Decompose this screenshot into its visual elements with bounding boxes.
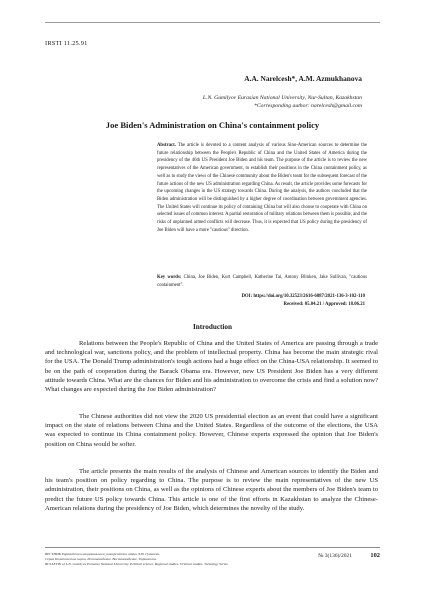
received-dates: Received: 05.04.21 / Approved: 18.06.21 <box>283 302 365 307</box>
journal-line: Серия Политические науки. Регионоведение. Востоковедение. Тюркология. <box>45 557 157 562</box>
top-rule <box>45 22 380 23</box>
journal-line: ВЕСТНИК Евразийского национального университета имени Л.Н. Гумилева. <box>45 552 160 556</box>
section-heading-introduction: Introduction <box>192 323 232 331</box>
paragraph: The Chinese authorities did not view the 2020 US presidential election as an event that could have a significant impact on the state of relations between China and the United States. Regardless of the outcome of the elections, the USA was expected to continue its China containment policy. However, Chinese experts expressed the opinion that Joe Biden's position on China would be softer. <box>45 413 378 448</box>
affiliation <box>203 94 362 110</box>
paragraph: The article presents the main results of the analysis of Chinese and American sources to identify the Biden and his team's position on policy regarding to China. The purpose is to review the main representatives of the new US administration, their positions on China, as well as the opinions of Chinese experts about the members of Joe Biden's team to predict the future US policy towards China. This article is one of the first efforts in Kazakhstan to analyze the Chinese-American relations during the presidency of Joe Biden, which determines the novelty of the study. <box>45 468 378 512</box>
keywords-text: China, Joe Biden, Kurt Campbell, Katherine Tai, Antony Blinken, Jake Sullivan, "cautious containment". <box>157 275 367 288</box>
footer-rule <box>45 547 380 548</box>
keywords-label: Key words: <box>157 275 182 280</box>
article-title: Joe Biden's Administration on China's containment policy <box>105 120 320 130</box>
page-number: 102 <box>370 552 380 559</box>
issue-number: № 3(136)/2021 <box>318 553 352 559</box>
keywords <box>157 274 367 289</box>
abstract-text: The article is devoted to a content analysis of various Sino-American sources to determine the future relationship between the People's Republic of China and the United States of America during the presidency of the 46th US President Joe Biden and his team. The purpose of the article is to review the new representatives of the American government, to establish their positions in the China containment policy, as well as to study the views of the Chinese community about the Biden's team for the subsequent forecast of the future actions of the new US administration regarding China. As result, the article provides some forecasts for the upcoming changes in the US strategy towards China. During the analysis, the authors concluded that the Biden administration will be distinguished by a higher degree of coordination between government agencies. The United States will continue its policy of containing China but will also choose to cooperate with China on selected issues of common interest. A partial restoration of military relations between them is possible, and the risks of unplanned armed conflicts will decrease. Thus, it is expected that US policy during the presidency of Joe Biden will have a more "cautious" direction. <box>157 143 368 233</box>
journal-line: BULLETIN of L.N. Gumilyov Eurasian National University. Political science. Regional studies. Oriental studies. Turkology Series <box>45 562 228 567</box>
journal-info <box>45 552 270 568</box>
affiliation-line: L.N. Gumilyov Eurasian National University, Nur-Sultan, Kazakhstan <box>202 95 362 101</box>
abstract <box>157 142 367 234</box>
abstract-label: Abstract. <box>157 143 176 148</box>
irsti-code: IRSTI 11.25.91 <box>45 40 88 47</box>
paragraph: Relations between the People's Republic of China and the United States of America are passing through a trade and technological war, sanctions policy, and the problem of intellectual property. China has become the main strategic rival for the USA. The Donald Trump administration's tough actions had a huge effect on the China-USA relationship. It seemed to be on the path of cooperation during the Barack Obama era. However, new US President Joe Biden has a very different attitude towards China. What are the chances for Biden and his administration to overcome the crisis and find a solution now? What changes are expected during the Joe Biden administration? <box>45 340 378 394</box>
authors: A.A. Narelcesh*, A.M. Azmukhanova <box>244 74 362 83</box>
corresponding-author: *Corresponding author: narelcesh@gmail.com <box>254 103 362 109</box>
doi-link[interactable]: DOI: https://doi.org/10.32523/2616-6887/2021-136-3-102-110 <box>241 294 365 299</box>
